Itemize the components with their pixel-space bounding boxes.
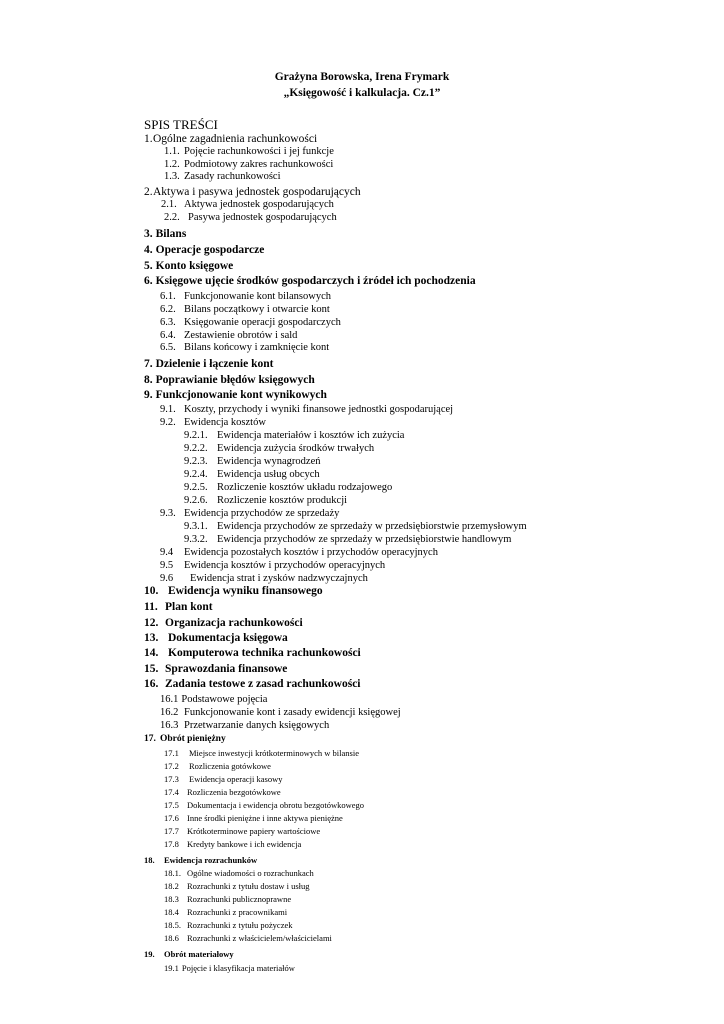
toc-heading: SPIS TREŚCI [144, 117, 218, 132]
toc-entry [164, 814, 343, 823]
toc-entry [160, 405, 453, 416]
toc-entry-number: 17. [144, 734, 156, 744]
toc-entry-text: Ewidencja rozrachunków [164, 855, 258, 865]
toc-entry-text: Rozliczenie kosztów produkcji [217, 495, 348, 506]
toc-entry-number: 17.4 [164, 787, 179, 797]
toc-entry [184, 535, 511, 546]
toc-entry [164, 147, 334, 158]
toc-entry-text: Dzielenie i łączenie kont [155, 358, 274, 370]
toc-entry-number: 10. [144, 585, 159, 597]
toc-entry-text: Księgowe ujęcie środków gospodarczych i źródeł ich pochodzenia [155, 275, 476, 287]
toc-entry [164, 869, 314, 878]
toc-entry [161, 200, 334, 211]
toc-entry-text: Ewidencja strat i zysków nadzwyczajnych [190, 573, 368, 584]
toc-entry [164, 840, 301, 849]
toc-entry-text: Ewidencja materiałów i kosztów ich zużycia [217, 430, 405, 441]
toc-entry [160, 343, 329, 354]
toc-entry-text: Krótkoterminowe papiery wartościowe [187, 826, 321, 836]
toc-entry-text: Zestawienie obrotów i sald [184, 330, 298, 341]
toc-entry-text: Plan kont [165, 601, 213, 613]
toc-entry-number: 17.8 [164, 839, 179, 849]
toc-entry-number: 9.2.3. [184, 456, 208, 467]
toc-entry-number: 2.2. [164, 212, 180, 223]
toc-entry-text: Podstawowe pojęcia [181, 694, 268, 705]
toc-entry-number: 9.4 [160, 547, 174, 558]
toc-entry-text: Funkcjonowanie kont bilansowych [184, 291, 331, 302]
toc-entry-number: 19.1 [164, 963, 179, 973]
toc-entry-text: Sprawozdania finansowe [165, 663, 288, 675]
toc-entry [184, 470, 320, 481]
toc-entry-text: Przetwarzanie danych księgowych [184, 720, 330, 731]
toc-entry-text: Komputerowa technika rachunkowości [168, 647, 361, 659]
toc-entry-number: 16.2 [160, 707, 179, 718]
toc-entry [144, 856, 257, 865]
toc-entry-text: Ewidencja przychodów ze sprzedaży w przedsiębiorstwie przemysłowym [217, 521, 527, 532]
toc-entry-number: 15. [144, 663, 159, 675]
toc-entry [160, 561, 385, 572]
toc-entry [144, 187, 361, 199]
toc-entry [164, 213, 337, 224]
toc-entry-text: Obrót pieniężny [160, 734, 226, 744]
toc-entry [160, 695, 267, 706]
toc-entry-number: 17.7 [164, 826, 179, 836]
toc-entry-number: 12. [144, 617, 159, 629]
toc-entry-text: Rozrachunki z tytułu dostaw i usług [187, 881, 310, 891]
toc-entry-text: Ewidencja przychodów ze sprzedaży [184, 508, 340, 519]
toc-entry-number: 9.3. [160, 508, 176, 519]
toc-entry [160, 305, 330, 316]
toc-entry-number: 19. [144, 949, 155, 959]
toc-entry [164, 895, 291, 904]
toc-entry-text: Bilans początkowy i otwarcie kont [184, 304, 330, 315]
toc-entry-text: Funkcjonowanie kont wynikowych [155, 389, 327, 401]
toc-entry-number: 17.2 [164, 761, 179, 771]
toc-entry [164, 964, 295, 973]
toc-entry-text: Rozrachunki z właścicielem/właścicielami [187, 933, 332, 943]
toc-entry-number: 6. [144, 275, 153, 287]
toc-entry [160, 548, 438, 559]
toc-entry-text: Rozrachunki z pracownikami [187, 907, 288, 917]
toc-entry-number: 9.2.5. [184, 482, 208, 493]
toc-entry [184, 496, 347, 507]
toc-entry [160, 721, 329, 732]
toc-entry-number: 9.2.6. [184, 495, 208, 506]
toc-entry-text: Pojęcie rachunkowości i jej funkcje [184, 146, 334, 157]
toc-entry-number: 1. [144, 133, 153, 145]
toc-entry-text: Ewidencja usług obcych [217, 469, 320, 480]
toc-entry-number: 4. [144, 244, 153, 256]
toc-entry-text: Ogólne wiadomości o rozrachunkach [187, 868, 314, 878]
toc-entry-text: Ewidencja pozostałych kosztów i przychodów operacyjnych [184, 547, 438, 558]
toc-entry-text: Miejsce inwestycji krótkoterminowych w bilansie [189, 748, 359, 758]
toc-entry-text: Organizacja rachunkowości [165, 617, 303, 629]
toc-entry [144, 375, 315, 387]
toc-entry-text: Inne środki pieniężne i inne aktywa pieniężne [187, 813, 343, 823]
toc-entry-text: Obrót materiałowy [164, 949, 234, 959]
toc-entry [144, 602, 213, 614]
toc-entry-text: Ogólne zagadnienia rachunkowości [153, 133, 318, 145]
toc-entry [160, 574, 368, 585]
toc-entry-number: 18.1. [164, 868, 181, 878]
toc-entry [164, 788, 281, 797]
toc-entry-number: 17.6 [164, 813, 179, 823]
toc-entry-text: Pojęcie i klasyfikacja materiałów [181, 963, 295, 973]
toc-entry [164, 801, 364, 810]
toc-entry [164, 749, 359, 758]
toc-entry-text: Bilans końcowy i zamknięcie kont [184, 342, 330, 353]
toc-entry-text: Księgowanie operacji gospodarczych [184, 317, 341, 328]
toc-entry [144, 664, 287, 676]
toc-entry-text: Konto księgowe [155, 260, 234, 272]
toc-entry [144, 618, 303, 630]
toc-entry [164, 762, 271, 771]
toc-entry [144, 390, 327, 402]
toc-entry [144, 245, 264, 257]
toc-entry-number: 6.5. [160, 342, 176, 353]
toc-entry [144, 679, 361, 691]
toc-entry-number: 18.5. [164, 920, 181, 930]
toc-entry [164, 172, 281, 183]
toc-entry-text: Rozrachunki publicznoprawne [187, 894, 292, 904]
toc-entry-number: 7. [144, 358, 153, 370]
toc-entry [160, 509, 339, 520]
toc-entry-number: 6.4. [160, 330, 176, 341]
toc-entry-number: 16.3 [160, 720, 179, 731]
toc-entry-text: Podmiotowy zakres rachunkowości [184, 159, 334, 170]
toc-entry-text: Bilans [155, 228, 187, 240]
toc-entry-text: Dokumentacja i ewidencja obrotu bezgotówkowego [187, 800, 365, 810]
toc-entry-number: 9.5 [160, 560, 174, 571]
toc-entry-number: 18.4 [164, 907, 179, 917]
toc-entry-number: 16. [144, 678, 159, 690]
toc-entry-number: 18.2 [164, 881, 179, 891]
toc-entry-text: Ewidencja kosztów [184, 417, 266, 428]
toc-entry [164, 934, 332, 943]
toc-entry-number: 9.3.1. [184, 521, 208, 532]
toc-entry-text: Zasady rachunkowości [184, 171, 281, 182]
toc-entry-number: 17.3 [164, 774, 179, 784]
toc-entry-number: 1.1. [164, 146, 180, 157]
toc-entry-number: 2.1. [161, 199, 177, 210]
toc-entry [164, 775, 282, 784]
toc-entry-text: Dokumentacja księgowa [168, 632, 288, 644]
toc-entry-text: Rozrachunki z tytułu pożyczek [187, 920, 293, 930]
toc-entry-number: 17.1 [164, 748, 179, 758]
toc-entry-number: 16.1 [160, 694, 179, 705]
toc-entry-text: Pasywa jednostek gospodarujących [188, 212, 337, 223]
toc-entry-number: 9. [144, 389, 153, 401]
toc-entry-text: Rozliczenie kosztów układu rodzajowego [217, 482, 393, 493]
toc-entry-number: 18.6 [164, 933, 179, 943]
toc-entry-number: 9.2. [160, 417, 176, 428]
toc-entry [160, 331, 297, 342]
toc-entry [144, 359, 273, 371]
toc-entry-text: Rozliczenia gotówkowe [189, 761, 271, 771]
toc-entry [164, 908, 287, 917]
toc-entry-number: 18. [144, 855, 155, 865]
toc-entry [184, 483, 392, 494]
toc-entry-text: Ewidencja wynagrodzeń [217, 456, 321, 467]
toc-entry-text: Rozliczenia bezgotówkowe [187, 787, 281, 797]
toc-entry-text: Aktywa i pasywa jednostek gospodarujących [153, 186, 361, 198]
toc-entry [184, 522, 527, 533]
toc-entry-text: Zadania testowe z zasad rachunkowości [165, 678, 361, 690]
toc-entry [164, 160, 333, 171]
toc-entry [160, 292, 331, 303]
toc-entry [160, 418, 266, 429]
toc-entry [164, 882, 310, 891]
toc-entry-number: 3. [144, 228, 153, 240]
toc-entry-number: 1.3. [164, 171, 180, 182]
toc-entry-number: 14. [144, 647, 159, 659]
toc-entry [160, 708, 401, 719]
toc-entry [164, 921, 293, 930]
toc-entry-number: 6.3. [160, 317, 176, 328]
toc-entry-number: 5. [144, 260, 153, 272]
toc-entry [184, 457, 321, 468]
toc-entry [144, 950, 234, 959]
toc-entry [144, 229, 186, 241]
toc-entry [144, 633, 288, 645]
toc-entry-number: 2. [144, 186, 153, 198]
toc-entry [144, 735, 226, 745]
toc-entry-text: Kredyty bankowe i ich ewidencja [187, 839, 302, 849]
toc-entry-text: Ewidencja operacji kasowy [189, 774, 283, 784]
toc-entry-text: Ewidencja przychodów ze sprzedaży w przedsiębiorstwie handlowym [217, 534, 512, 545]
toc-entry [144, 134, 317, 146]
toc-entry [184, 431, 404, 442]
toc-entry-number: 8. [144, 374, 153, 386]
toc-entry-text: Operacje gospodarcze [155, 244, 265, 256]
toc-entry-number: 13. [144, 632, 159, 644]
toc-entry [144, 586, 323, 598]
toc-entry [164, 827, 320, 836]
toc-entry-text: Ewidencja kosztów i przychodów operacyjnych [184, 560, 386, 571]
toc-entry-number: 9.1. [160, 404, 176, 415]
toc-entry [144, 276, 476, 288]
toc-entry [144, 261, 233, 273]
toc-entry-number: 11. [144, 601, 158, 613]
toc-entry-number: 1.2. [164, 159, 180, 170]
toc-entry [144, 648, 361, 660]
toc-entry-text: Ewidencja wyniku finansowego [168, 585, 323, 597]
toc-entry-number: 17.5 [164, 800, 179, 810]
book-title: „Księgowość i kalkulacja. Cz.1” [283, 87, 441, 99]
authors: Grażyna Borowska, Irena Frymark [274, 71, 450, 83]
toc-entry-text: Aktywa jednostek gospodarujących [184, 199, 334, 210]
toc-entry-text: Koszty, przychody i wyniki finansowe jednostki gospodarującej [184, 404, 454, 415]
toc-entry-number: 6.2. [160, 304, 176, 315]
toc-entry [184, 444, 374, 455]
toc-entry-number: 18.3 [164, 894, 179, 904]
toc-entry [160, 318, 341, 329]
toc-entry-number: 6.1. [160, 291, 176, 302]
toc-entry-text: Poprawianie błędów księgowych [155, 374, 315, 386]
toc-entry-number: 9.2.1. [184, 430, 208, 441]
toc-entry-number: 9.6 [160, 573, 174, 584]
toc-entry-number: 9.3.2. [184, 534, 208, 545]
toc-entry-number: 9.2.2. [184, 443, 208, 454]
toc-entry-text: Funkcjonowanie kont i zasady ewidencji księgowej [184, 707, 401, 718]
toc-entry-number: 9.2.4. [184, 469, 208, 480]
toc-entry-text: Ewidencja zużycia środków trwałych [217, 443, 375, 454]
